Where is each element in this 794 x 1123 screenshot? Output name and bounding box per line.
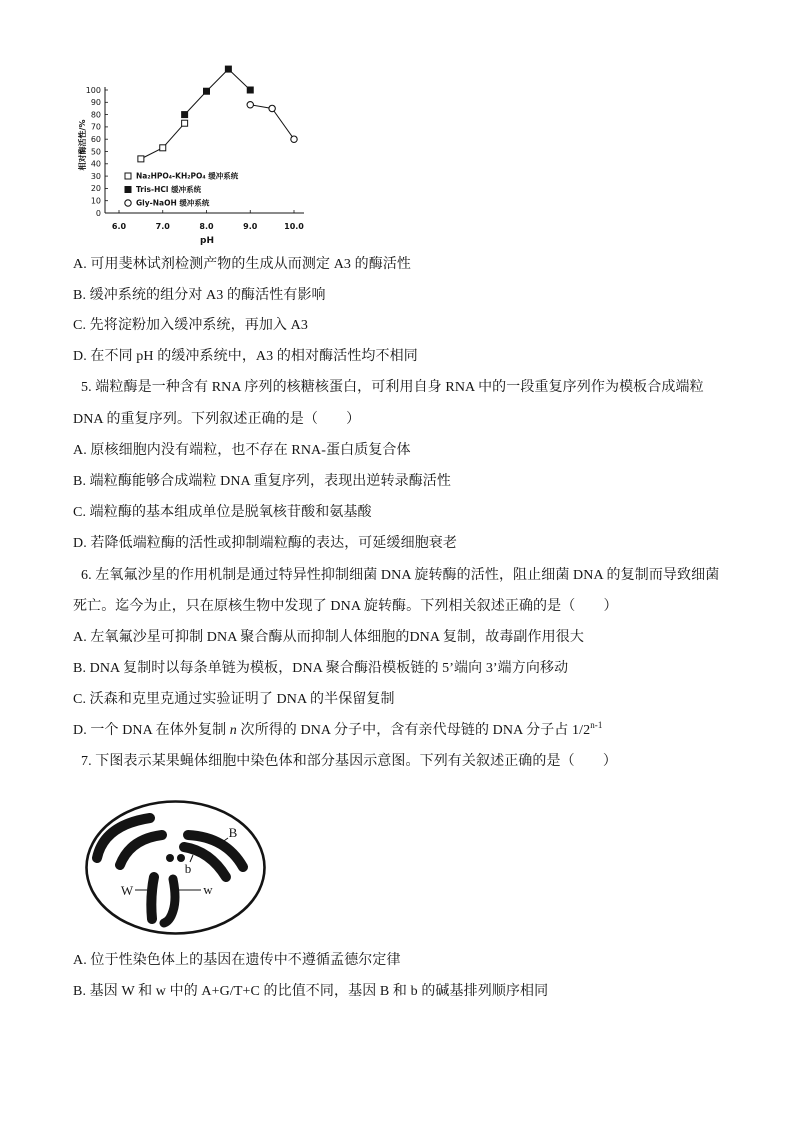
chromosome-group (97, 818, 243, 923)
q4-option-a: A. 可用斐林试剂检测产物的生成从而测定 A3 的酶活性 (73, 257, 412, 272)
y-tick-label: 10 (90, 196, 101, 206)
y-chromosome (164, 879, 175, 923)
q6-option-d-exponent: n-1 (590, 720, 603, 730)
q5-option-a: A. 原核细胞内没有端粒，也不存在 RNA-蛋白质复合体 (73, 443, 411, 458)
y-tick-label: 100 (85, 85, 101, 95)
q6-option-d-variable: n (229, 723, 237, 738)
data-point-na2hpo4-kh2po4 (138, 156, 144, 162)
series-line-tris-hcl (185, 69, 251, 115)
chromosome-left-inner (120, 835, 162, 865)
legend-label-tris-hcl: Tris-HCl 缓冲系统 (136, 185, 202, 195)
x-tick-label: 9.0 (243, 222, 258, 231)
fruit-fly-chromosome-figure (80, 795, 276, 941)
data-point-gly-naoh (291, 136, 297, 142)
y-tick-label: 60 (90, 135, 101, 144)
q4-option-b: B. 缓冲系统的组分对 A3 的酶活性有影响 (73, 288, 326, 303)
x-chromosome (151, 877, 154, 919)
gene-label-B: B (228, 825, 238, 840)
q7-option-a: A. 位于性染色体上的基因在遗传中不遵循孟德尔定律 (73, 953, 401, 968)
chart-canvas (70, 55, 320, 250)
data-point-gly-naoh (269, 105, 275, 111)
y-tick-label: 40 (90, 159, 101, 169)
data-point-tris-hcl (247, 87, 253, 93)
q6-option-d-text-start: D. 一个 DNA 在体外复制 (73, 723, 230, 738)
data-point-na2hpo4-kh2po4 (182, 120, 188, 126)
data-point-gly-naoh (247, 102, 253, 108)
y-axis-label: 相对酶活性/% (78, 119, 87, 171)
x-tick-label: 8.0 (199, 222, 214, 231)
legend-label-gly-naoh: Gly-NaOH 缓冲系统 (136, 198, 210, 208)
q5-option-c: C. 端粒酶的基本组成单位是脱氧核苷酸和氨基酸 (73, 505, 372, 520)
data-point-tris-hcl (204, 88, 210, 94)
y-tick-label: 20 (90, 184, 101, 194)
q6-option-d (73, 722, 603, 740)
q6-stem-line-1: 6. 左氧氟沙星的作用机制是通过特异性抑制细菌 DNA 旋转酶的活性，阻止细菌 DNA 的复制而导致细菌 (81, 568, 720, 583)
q6-option-d-text-end: 次所得的 DNA 分子中，含有亲代母链的 DNA 分子占 1/2 (236, 723, 591, 738)
legend-marker-gly-naoh (125, 200, 131, 206)
q4-option-d: D. 在不同 pH 的缓冲系统中，A3 的相对酶活性均不相同 (73, 349, 418, 364)
q6-option-a: A. 左氧氟沙星可抑制 DNA 聚合酶从而抑制人体细胞的DNA 复制，故毒副作用很大 (73, 630, 584, 645)
legend-marker-tris-hcl (125, 187, 131, 193)
y-tick-label: 80 (90, 110, 101, 120)
y-tick-label: 70 (90, 122, 101, 132)
y-tick-label: 0 (95, 208, 101, 218)
q4-option-c: C. 先将淀粉加入缓冲系统，再加入 A3 (73, 318, 308, 333)
legend-label-na2hpo4-kh2po4: Na₂HPO₄-KH₂PO₄ 缓冲系统 (136, 171, 239, 181)
x-tick-label: 7.0 (155, 222, 170, 231)
legend-marker-na2hpo4-kh2po4 (125, 173, 131, 179)
dot-chromosome-left (166, 854, 174, 862)
q6-option-b: B. DNA 复制时以每条单链为模板，DNA 聚合酶沿模板链的 5’端向 3’端方向移动 (73, 661, 569, 676)
y-tick-label: 30 (90, 171, 101, 181)
x-tick-label: 10.0 (284, 222, 304, 231)
chromosome-diagram (80, 795, 276, 941)
gene-label-b: b (184, 861, 192, 876)
data-point-tris-hcl (182, 112, 188, 118)
q6-stem-line-2: 死亡。迄今为止，只在原核生物中发现了 DNA 旋转酶。下列相关叙述正确的是（ ） (73, 599, 618, 614)
q5-option-d: D. 若降低端粒酶的活性或抑制端粒酶的表达，可延缓细胞衰老 (73, 536, 458, 551)
gene-label-W: W (120, 883, 134, 898)
y-tick-label: 90 (90, 98, 101, 108)
q7-option-b: B. 基因 W 和 w 中的 A+G/T+C 的比值不同，基因 B 和 b 的碱基排列顺序相同 (73, 984, 549, 999)
data-point-tris-hcl (225, 66, 231, 72)
q5-stem-line-1: 5. 端粒酶是一种含有 RNA 序列的核糖核蛋白，可利用自身 RNA 中的一段重复序列作为模板合成端粒 (81, 380, 704, 395)
q5-option-b: B. 端粒酶能够合成端粒 DNA 重复序列，表现出逆转录酶活性 (73, 474, 451, 489)
q5-stem-line-2: DNA 的重复序列。下列叙述正确的是（ ） (73, 412, 361, 427)
gene-label-w: w (203, 882, 213, 897)
q6-option-c: C. 沃森和克里克通过实验证明了 DNA 的半保留复制 (73, 692, 395, 707)
x-axis-label: pH (200, 236, 214, 246)
q7-stem: 7. 下图表示某果蝇体细胞中染色体和部分基因示意图。下列有关叙述正确的是（ ） (81, 754, 617, 769)
y-tick-label: 50 (90, 147, 101, 157)
ph-enzyme-activity-chart (70, 55, 320, 250)
data-point-na2hpo4-kh2po4 (160, 145, 166, 151)
x-tick-label: 6.0 (111, 222, 127, 231)
series-line-na2hpo4-kh2po4 (141, 123, 185, 159)
